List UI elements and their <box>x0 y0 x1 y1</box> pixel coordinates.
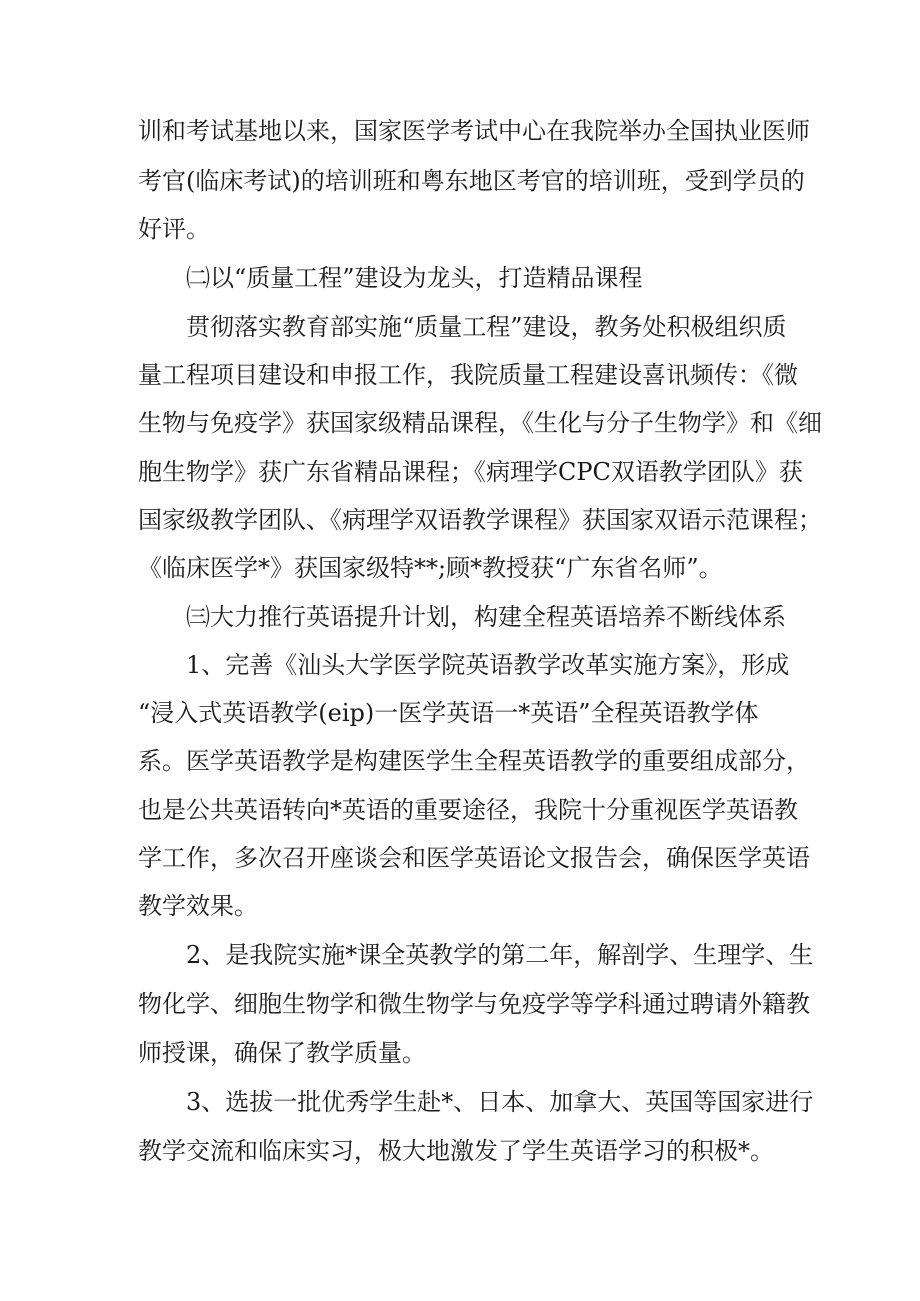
text-line: 《临床医学*》获国家级特**;顾*教授获“广东省名师”。 <box>138 554 723 582</box>
text-line: 好评。 <box>138 215 210 243</box>
text-line: 生物与免疫学》获国家级精品课程，《生化与分子生物学》和《细 <box>138 409 822 437</box>
text-line: 教学交流和临床实习，极大地激发了学生英语学习的积极*。 <box>138 1137 774 1165</box>
text-line: 国家级教学团队、《病理学双语教学课程》获国家双语示范课程； <box>138 506 822 534</box>
text-line: 2、是我院实施*课全英教学的第二年，解剖学、生理学、生 <box>186 941 814 969</box>
text-line: 1、完善《汕头大学医学院英语教学改革实施方案》，形成 <box>186 651 790 679</box>
text-line: 3、选拔一批优秀学生赴*、日本、加拿大、英国等国家进行 <box>186 1088 814 1116</box>
text-line: “浸入式英语教学(eip)一医学英语一*英语”全程英语教学体 <box>138 699 759 727</box>
text-line: 教学效果。 <box>138 892 258 920</box>
text-line: 考官(临床考试)的培训班和粤东地区考官的培训班，受到学员的 <box>138 167 805 195</box>
text-line: 训和考试基地以来，国家医学考试中心在我院举办全国执业医师 <box>138 117 810 145</box>
text-line: 也是公共英语转向*英语的重要途径，我院十分重视医学英语教 <box>138 796 798 824</box>
text-line: 师授课，确保了教学质量。 <box>138 1039 426 1067</box>
section-heading: ㈢大力推行英语提升计划，构建全程英语培养不断线体系 <box>186 603 786 631</box>
text-line: 贯彻落实教育部实施“质量工程”建设，教务处积极组织质 <box>186 313 787 341</box>
text-line: 系。医学英语教学是构建医学生全程英语教学的重要组成部分， <box>138 747 810 775</box>
text-line: 量工程项目建设和申报工作，我院质量工程建设喜讯频传：《微 <box>138 361 798 389</box>
text-line: 胞生物学》获广东省精品课程；《病理学CPC双语教学团队》获 <box>138 458 803 486</box>
section-heading: ㈡以“质量工程”建设为龙头，打造精品课程 <box>186 264 643 292</box>
text-line: 物化学、细胞生物学和微生物学与免疫学等学科通过聘请外籍教 <box>138 990 810 1018</box>
text-line: 学工作，多次召开座谈会和医学英语论文报告会，确保医学英语 <box>138 844 810 872</box>
